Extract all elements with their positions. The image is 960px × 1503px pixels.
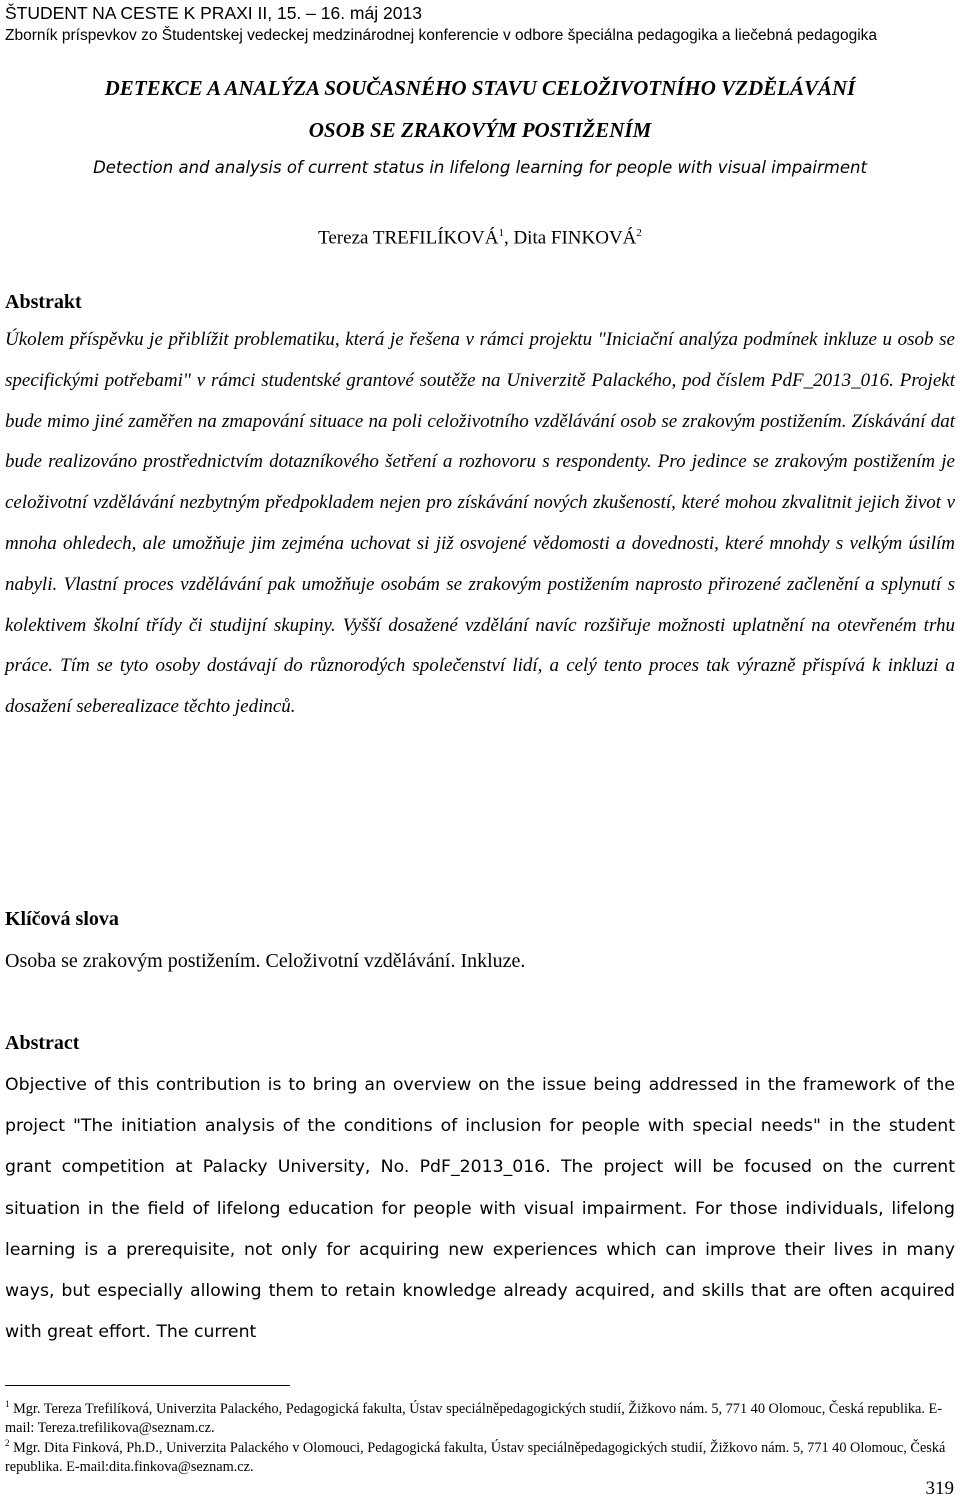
- author-1: Tereza TREFILÍKOVÁ: [318, 227, 499, 249]
- author-separator: ,: [503, 227, 514, 249]
- footnote-1-mark: 1: [5, 1399, 10, 1409]
- abstract-text: Objective of this contribution is to bring an overview on the issue being addressed in the framework of the project "The initiation analysis of the conditions of inclusion for people with special needs" in the student grant competition at Palacky University, No. PdF_2013_016. The project will be focused on the current situation in the field of lifelong education for people with visual impairment. For those individuals, lifelong learning is a prerequisite, not only for acquiring new experiences which can improve their lives in many ways, but especially allowing them to retain knowledge already acquired, and skills that are often acquired with great effort. The current: [5, 1075, 955, 1343]
- keywords-heading: Klíčová slova: [5, 908, 119, 930]
- running-header-subtitle: Zborník príspevkov zo Študentskej vedeckej medzinárodnej konferencie v odbore špeciálna pedagogika a liečebná pedagogika: [5, 27, 878, 44]
- author-line: [0, 227, 960, 249]
- paper-title-line2: OSOB SE ZRAKOVÝM POSTIŽENÍM: [308, 118, 652, 142]
- abstrakt-text: Úkolem příspěvku je přiblížit problematiku, která je řešena v rámci projektu "Iniciační analýza podmínek inkluze u osob se specifickými potřebami" v rámci studentské grantové soutěže na Univerzitě Palackého, pod číslem PdF_2013_016. Projekt bude mimo jiné zaměřen na zmapování situace na poli celoživotního vzdělávání osob se zrakovým postižením. Získávání dat bude realizováno prostřednictvím dotazníkového šetření a rozhovoru s respondenty. Pro jedince se zrakovým postižením je celoživotní vzdělávání nezbytným předpokladem nejen pro získávání nových zkušeností, které mohou zkvalitnit jejich život v mnoha ohledech, ale umožňuje jim zejména uchovat si již osvojené vědomosti a dovednosti, které mnohdy s velkým úsilím nabyli. Vlastní proces vzdělávání pak umožňuje osobám se zrakovým postižením naprosto přirozené začlenění a splynutí s kolektivem školní třídy či studijní skupiny. Vyšší dosažené vzdělání navíc rozšiřuje možnosti uplatnění na otevřeném trhu práce. Tím se tyto osoby dostávají do různorodých společenství lidí, a celý tento proces tak výrazně přispívá k inkluzi a dosažení seberealizace těchto jedinců.: [5, 329, 955, 718]
- author-2-footnote-mark: 2: [636, 227, 642, 239]
- footnote-divider: [5, 1385, 290, 1386]
- footnote-2-mark: 2: [5, 1438, 10, 1448]
- abstract-heading: Abstract: [5, 1032, 80, 1054]
- paper-title-english: Detection and analysis of current status in lifelong learning for people with visual impairment: [93, 158, 867, 177]
- page-number: 319: [925, 1478, 954, 1499]
- footnote-2: [5, 1434, 955, 1477]
- author-2: Dita FINKOVÁ: [513, 227, 637, 249]
- footnote-1: [5, 1395, 955, 1438]
- keywords-text: Osoba se zrakovým postižením. Celoživotní vzdělávání. Inkluze.: [5, 950, 526, 972]
- author-1-footnote-mark: 1: [498, 227, 504, 239]
- abstrakt-heading: Abstrakt: [5, 291, 82, 313]
- footnote-1-text: Mgr. Tereza Trefilíková, Univerzita Palackého, Pedagogická fakulta, Ústav speciálněpedagogických studií, Žižkovo nám. 5, 771 40 Olomouc, Česká republika. E-mail: Tereza.trefilikova@seznam.cz.: [5, 1400, 943, 1436]
- running-header-title: ŠTUDENT NA CESTE K PRAXI II, 15. – 16. máj 2013: [5, 3, 422, 23]
- footnote-2-text: Mgr. Dita Finková, Ph.D., Univerzita Palackého v Olomouci, Pedagogická fakulta, Ústav speciálněpedagogických studií, Žižkovo nám. 5, 771 40 Olomouc, Česká republika. E-mail:dita.finkova@seznam.cz.: [5, 1439, 946, 1475]
- paper-title-line1: DETEKCE A ANALÝZA SOUČASNÉHO STAVU CELOŽIVOTNÍHO VZDĚLÁVÁNÍ: [104, 76, 856, 100]
